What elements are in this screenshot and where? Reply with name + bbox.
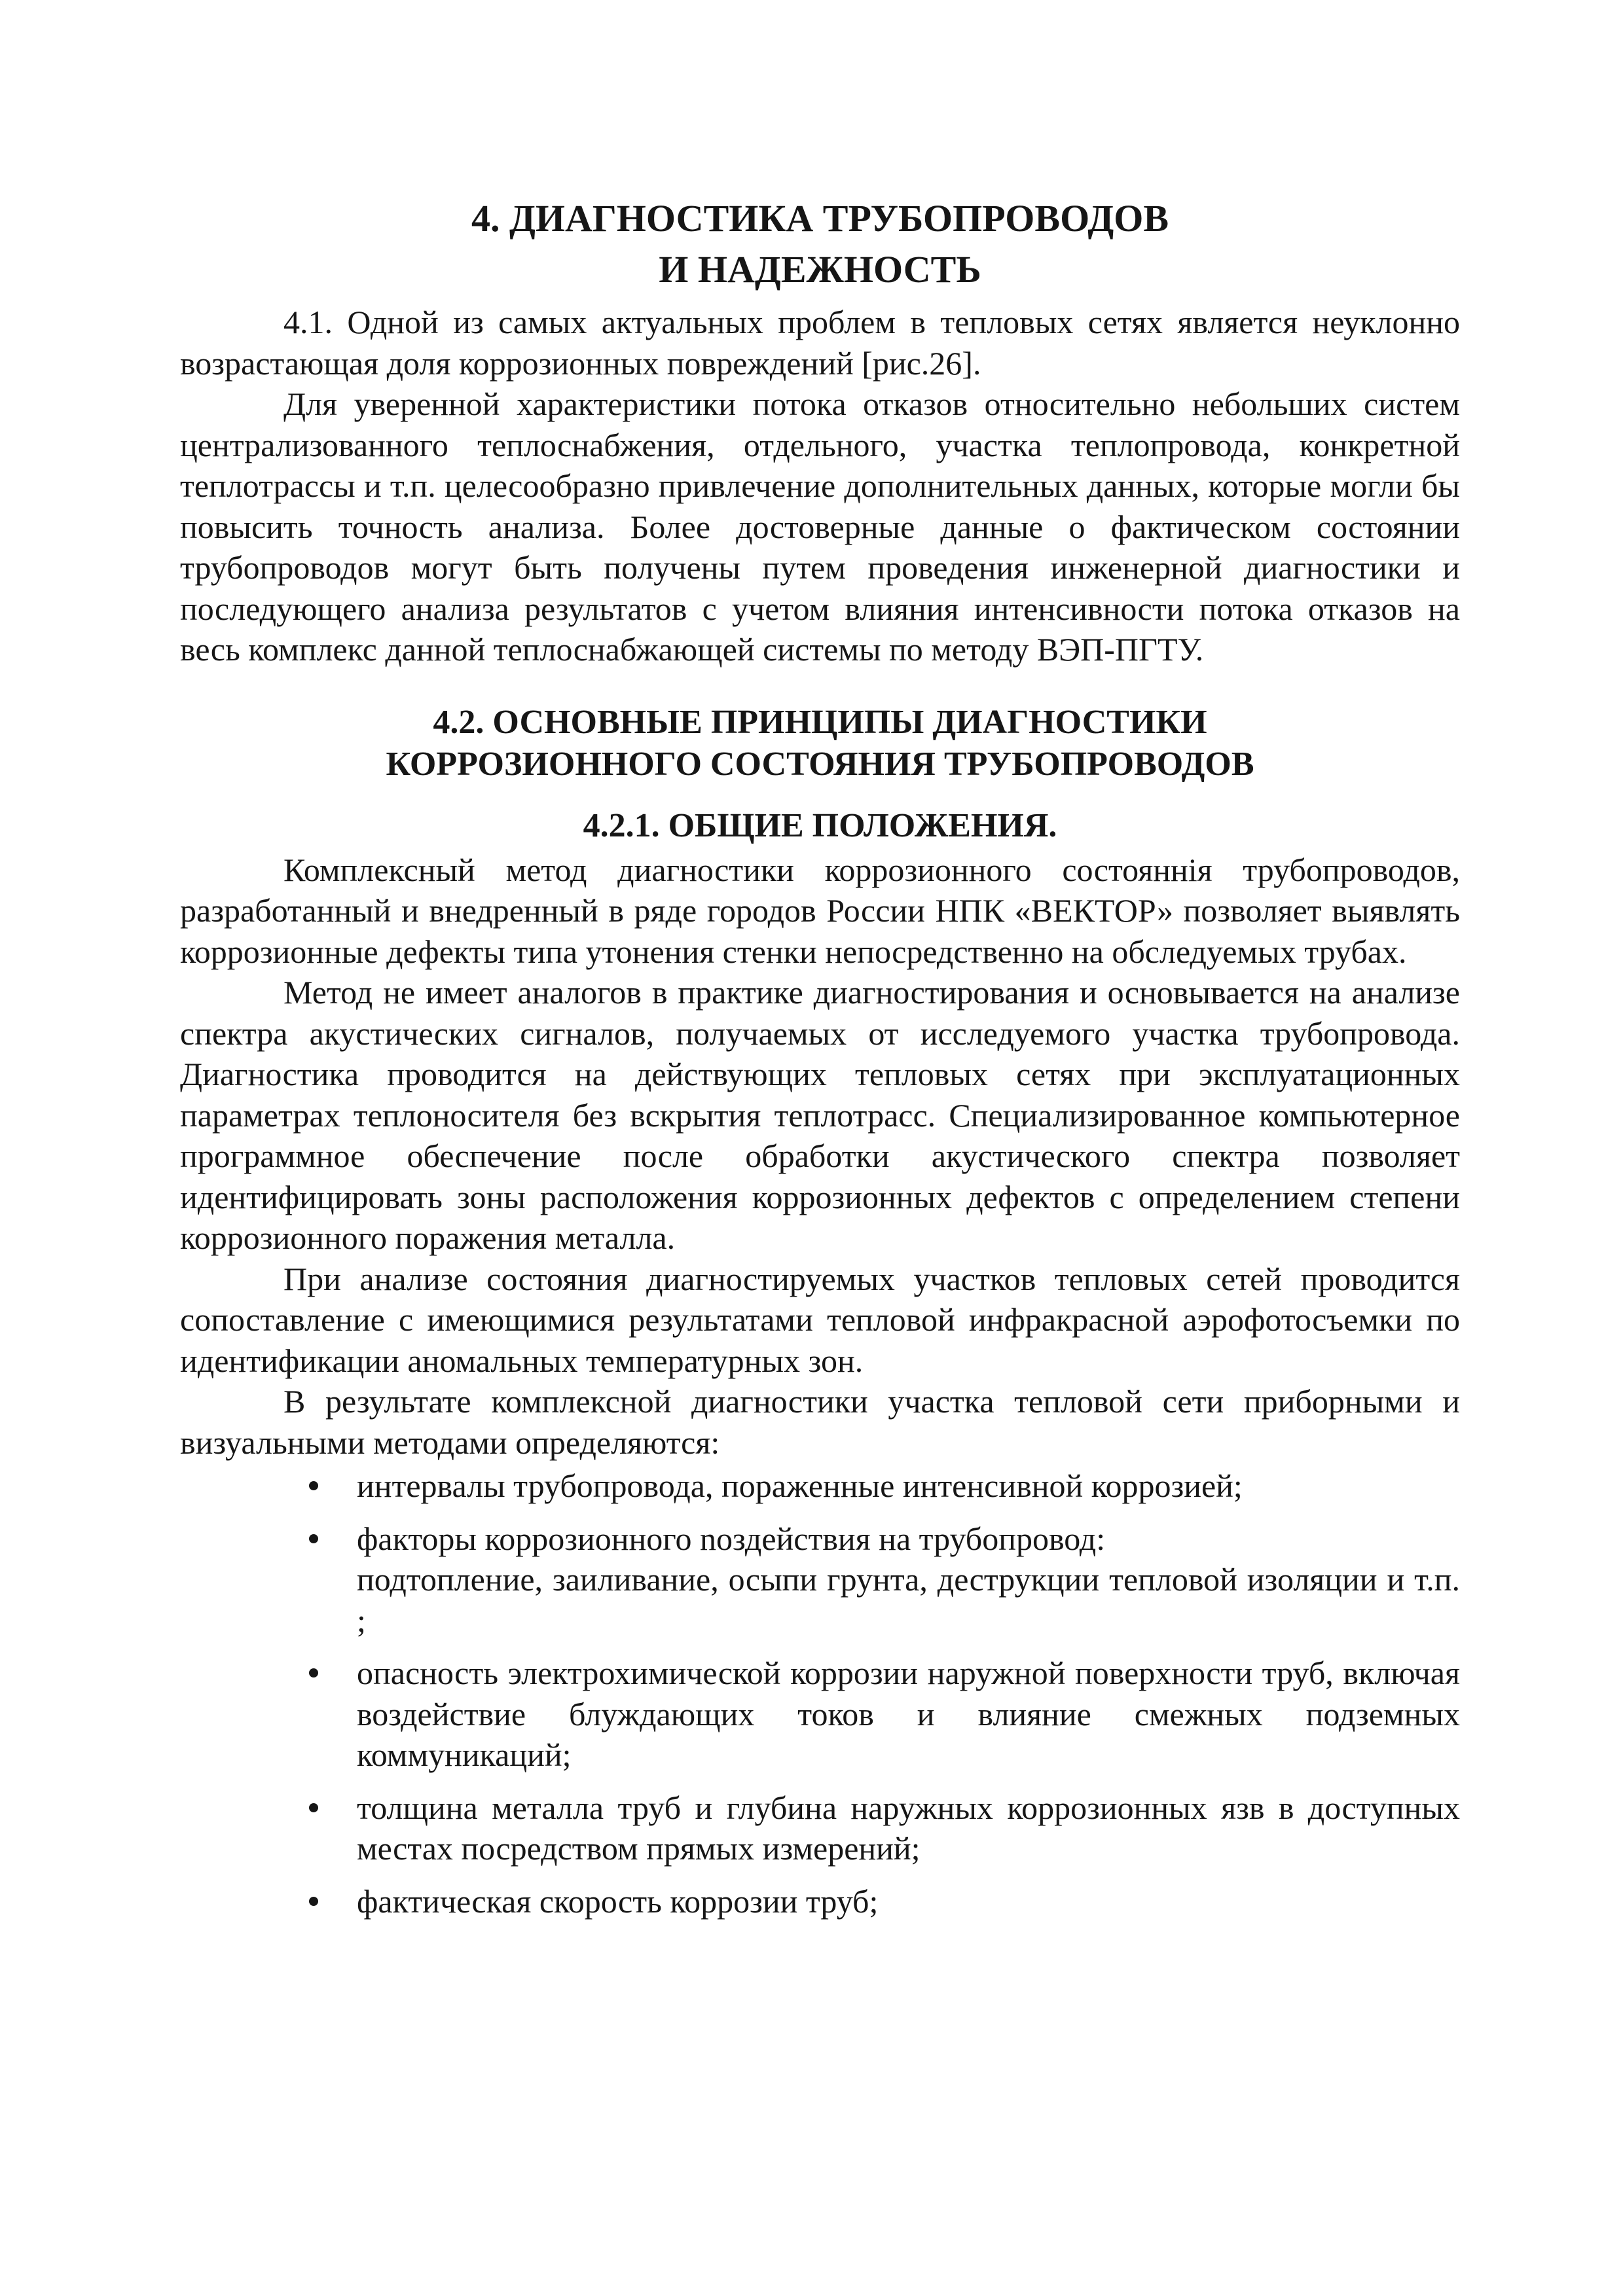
paragraph-thermal-comparison: При анализе состояния диагностируемых участков тепловых сетей проводится сопоставление с имеющимися результатами тепловой инфракрасной аэрофотосъемки по идентификации аномальных температурных зон.	[180, 1260, 1460, 1379]
list-item-text: факторы коррозионного nоздействия на трубопровод:	[357, 1520, 1106, 1557]
page-content	[180, 193, 1460, 1933]
chapter-title-line-2: И НАДЕЖНОСТЬ	[659, 248, 981, 291]
subsection-heading-4-2-1: 4.2.1. ОБЩИЕ ПОЛОЖЕНИЯ.	[583, 806, 1057, 844]
list-item-text: фактическая скорость коррозии труб;	[357, 1882, 879, 1920]
bullet-dot-icon	[309, 1668, 318, 1677]
list-item	[357, 1653, 1460, 1776]
list-item	[357, 1881, 1460, 1922]
list-item-subtext: подтопление, заиливание, осыпи грунта, деструкции тепловой изоляции и т.п. ;	[357, 1561, 1460, 1639]
paragraph-results-intro: В результате комплексной диагностики участка тепловой сети приборными и визуальными методами определяются:	[180, 1383, 1460, 1461]
list-item	[357, 1465, 1460, 1507]
section-heading-4-2-line-1: 4.2. ОСНОВНЫЕ ПРИНЦИПЫ ДИАГНОСТИКИ	[433, 703, 1207, 741]
bullet-dot-icon	[309, 1803, 318, 1812]
list-item	[357, 1787, 1460, 1869]
chapter-title	[180, 193, 1460, 295]
bullet-dot-icon	[309, 1481, 318, 1490]
bullet-dot-icon	[309, 1534, 318, 1543]
paragraph-4-1-body: Для уверенной характеристики потока отказов относительно небольших систем централизованного теплоснабжения, отдельного, участка теплопровода, конкретной теплотрассы и т.п. целесообразно привлечение дополнительных данных, которые могли бы повысить точность анализа. Более достоверные данные о фактическом состоянии трубопроводов могут быть получены путем проведения инженерной диагностики и последующего анализа результатов с учетом влияния интенсивности потока отказов на весь комплекс данной теплоснабжающей системы по методу ВЭП-ПГТУ.	[180, 386, 1460, 668]
list-item-text: толщина металла труб и глубина наружных коррозионных язв в доступных местах посредством прямых измерений;	[357, 1789, 1460, 1867]
diagnostic-results-list	[180, 1465, 1460, 1922]
section-heading-4-2	[180, 702, 1460, 785]
paragraph-method-overview: Комплексный метод диагностики коррозионного состояннія трубопроводов, разработанный и внедренный в ряде городов России НПК «ВЕКТОР» позволяет выявлять коррозионные дефекты типа утонения стенки непосредственно на обследуемых трубах.	[180, 851, 1460, 970]
paragraph-4-1-intro: 4.1. Одной из самых актуальных проблем в тепловых сетях является неуклонно возрастающая доля коррозионных повреждений [рис.26].	[180, 304, 1460, 382]
list-item	[357, 1518, 1460, 1641]
list-item-text: опасность электрохимической коррозии наружной поверхности труб, включая воздействие блуждающих токов и влияние смежных подземных коммуникаций;	[357, 1655, 1460, 1773]
chapter-title-line-1: 4. ДИАГНОСТИКА ТРУБОПРОВОДОВ	[471, 197, 1169, 240]
list-item-text: интервалы трубопровода, пораженные интенсивной коррозией;	[357, 1467, 1243, 1504]
bullet-dot-icon	[309, 1897, 318, 1906]
paragraph-method-details: Метод не имеет аналогов в практике диагностирования и основывается на анализе спектра акустических сигналов, получаемых от исследуемого участка трубопровода. Диагностика проводится на действующих тепловых сетях при эксплуатационных параметрах теплоносителя без вскрытия теплотрасс. Специализированное компьютерное программное обеспечение после обработки акустического спектра позволяет идентифицировать зоны расположения коррозионных дефектов с определением степени коррозионного поражения металла.	[180, 974, 1460, 1256]
section-heading-4-2-line-2: КОРРОЗИОННОГО СОСТОЯНИЯ ТРУБОПРОВОДОВ	[386, 745, 1254, 783]
